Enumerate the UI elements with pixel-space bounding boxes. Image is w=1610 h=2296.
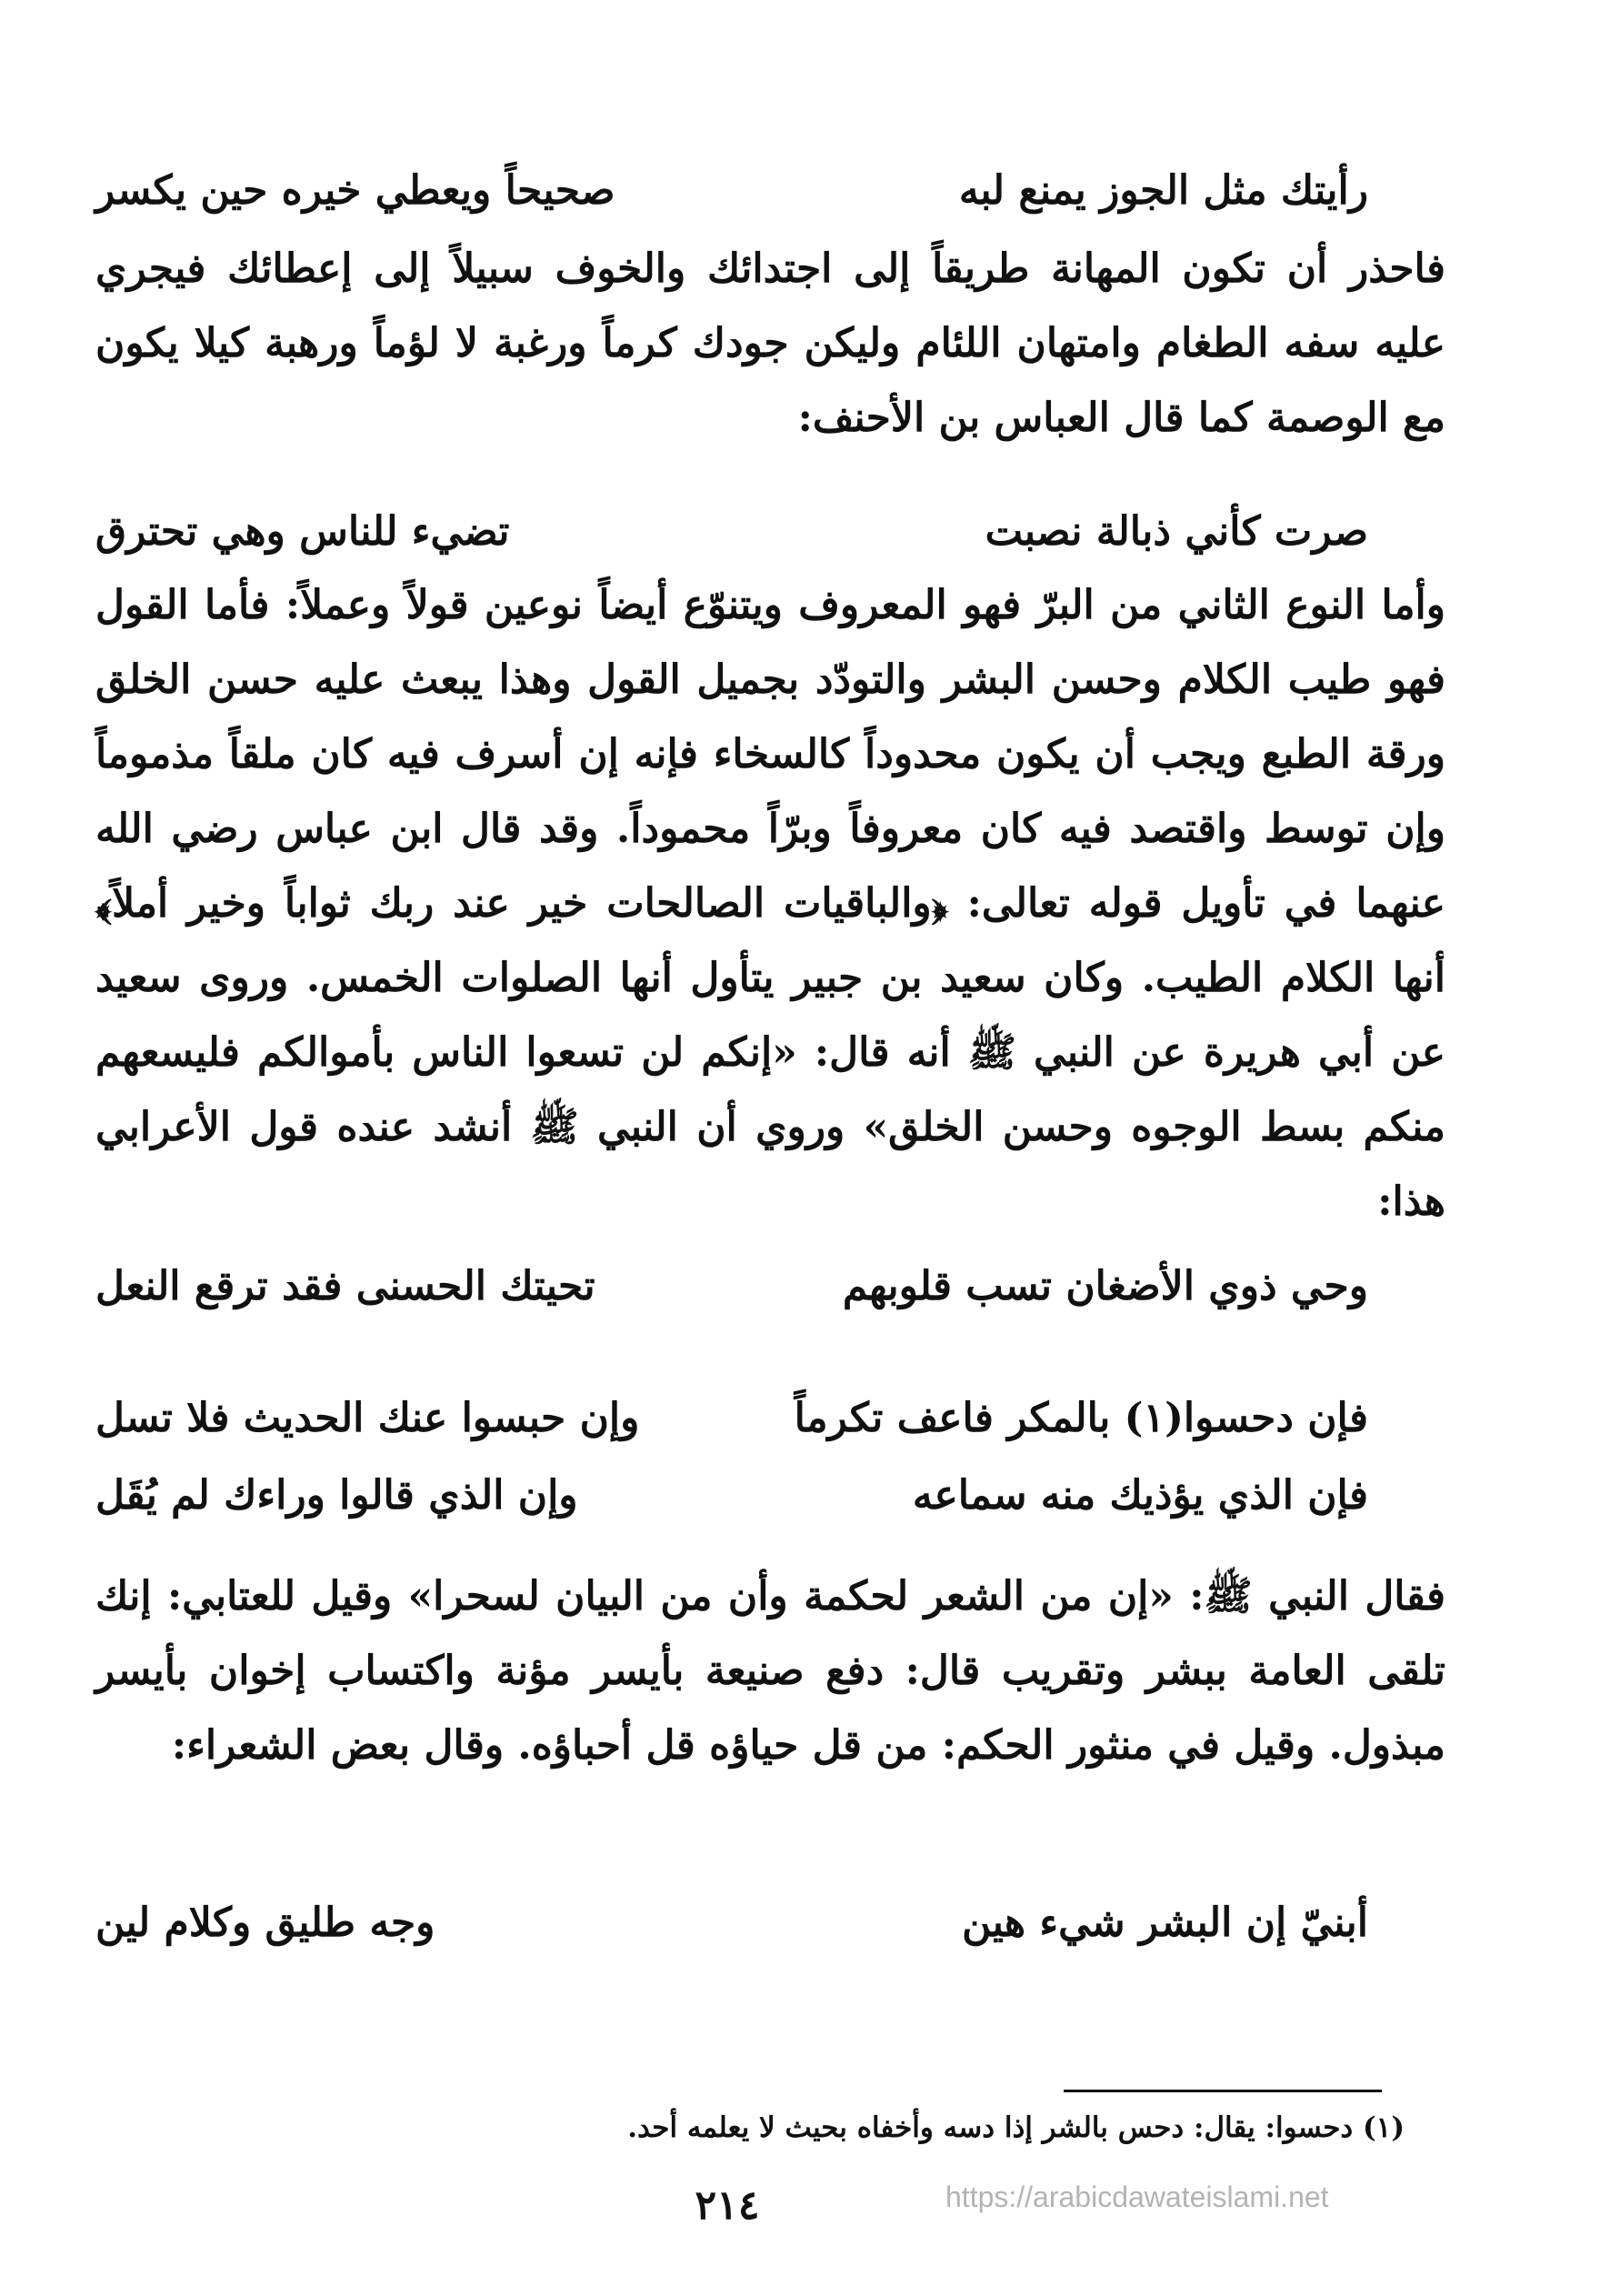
verse-hemistich-left: صحيحاً ويعطي خيره حين يكسر <box>95 167 615 214</box>
paragraph-2: وأما النوع الثاني من البرّ فهو المعروف ويتنوّع أيضاً نوعين قولاً وعملاً: فأما القول فهو طيب الكلام وحسن البشر والتودّد بجميل القول وهذا يبعث عليه حسن الخلق ورقة الطبع ويجب أن يكون محدوداً كالسخاء فإنه إن أسرف فيه كان ملقاً مذموماً وإن توسط واقتصد فيه كان معروفاً وبرّاً محموداً. وقد قال ابن عباس رضي الله عنهما في تأويل قوله تعالى: ﴿والباقيات الصالحات خير عند ربك ثواباً وخير أملاً﴾ أنها الكلام الطيب. وكان سعيد بن جبير يتأول أنها الصلوات الخمس. وروى سعيد عن أبي هريرة عن النبي ﷺ أنه قال: «إنكم لن تسعوا الناس بأموالكم فليسعهم منكم بسط الوجوه وحسن الخلق» وروي أن النبي ﷺ أنشد عنده قول الأعرابي هذا: <box>95 582 1445 1225</box>
paragraph-3: فقال النبي ﷺ: «إن من الشعر لحكمة وأن من البيان لسحرا» وقيل للعتابي: إنك تلقى العامة ببشر وتقريب قال: دفع صنيعة بأيسر مؤنة واكتساب إخوان بأيسر مبذول. وقيل في منثور الحكم: من قل حياؤه قل أحباؤه. وقال بعض الشعراء: <box>95 1573 1445 1769</box>
verse-line-2 <box>95 505 1368 559</box>
verse-hemistich-right: رأيتك مثل الجوز يمنع لبه <box>958 167 1368 214</box>
paragraph-1: فاحذر أن تكون المهانة طريقاً إلى اجتدائك والخوف سبيلاً إلى إعطائك فيجري عليه سفه الطغام وامتهان اللئام وليكن جودك كرماً ورغبة لا لؤماً ورهبة كيلا يكون مع الوصمة كما قال العباس بن الأحنف: <box>95 246 1445 441</box>
verse-line-3 <box>95 1259 1368 1314</box>
verse-line-5 <box>95 1469 1368 1523</box>
verse-hemistich-right: أبنيّ إن البشر شيء هين <box>962 1900 1368 1946</box>
watermark: https://arabicdawateislami.net <box>945 2181 1329 2213</box>
verse-hemistich-right: صرت كأني ذبالة نصبت <box>985 508 1368 555</box>
footnote: (١) دحسوا: يقال: دحس بالشر إذا دسه وأخفاه بحيث لا يعلمه أحد. <box>627 2111 1405 2144</box>
verse-hemistich-right: وحي ذوي الأضغان تسب قلوبهم <box>842 1263 1368 1309</box>
verse-hemistich-left: وإن الذي قالوا وراءك لم يُقَل <box>95 1472 578 1519</box>
page-number: ٢١٤ <box>695 2182 760 2229</box>
verse-hemistich-right: فإن دحسوا(١) بالمكر فاعف تكرماً <box>794 1395 1368 1441</box>
verse-line-4 <box>95 1391 1368 1446</box>
footnote-divider <box>1064 2090 1382 2092</box>
verse-line-6 <box>95 1896 1368 1950</box>
verse-hemistich-left: تضيء للناس وهي تحترق <box>95 508 510 555</box>
verse-hemistich-right: فإن الذي يؤذيك منه سماعه <box>912 1472 1368 1519</box>
verse-hemistich-left: وإن حبسوا عنك الحديث فلا تسل <box>95 1395 640 1441</box>
verse-hemistich-left: وجه طليق وكلام لين <box>95 1900 435 1946</box>
verse-hemistich-left: تحيتك الحسنى فقد ترقع النعل <box>95 1263 595 1309</box>
verse-line-1 <box>95 164 1368 218</box>
